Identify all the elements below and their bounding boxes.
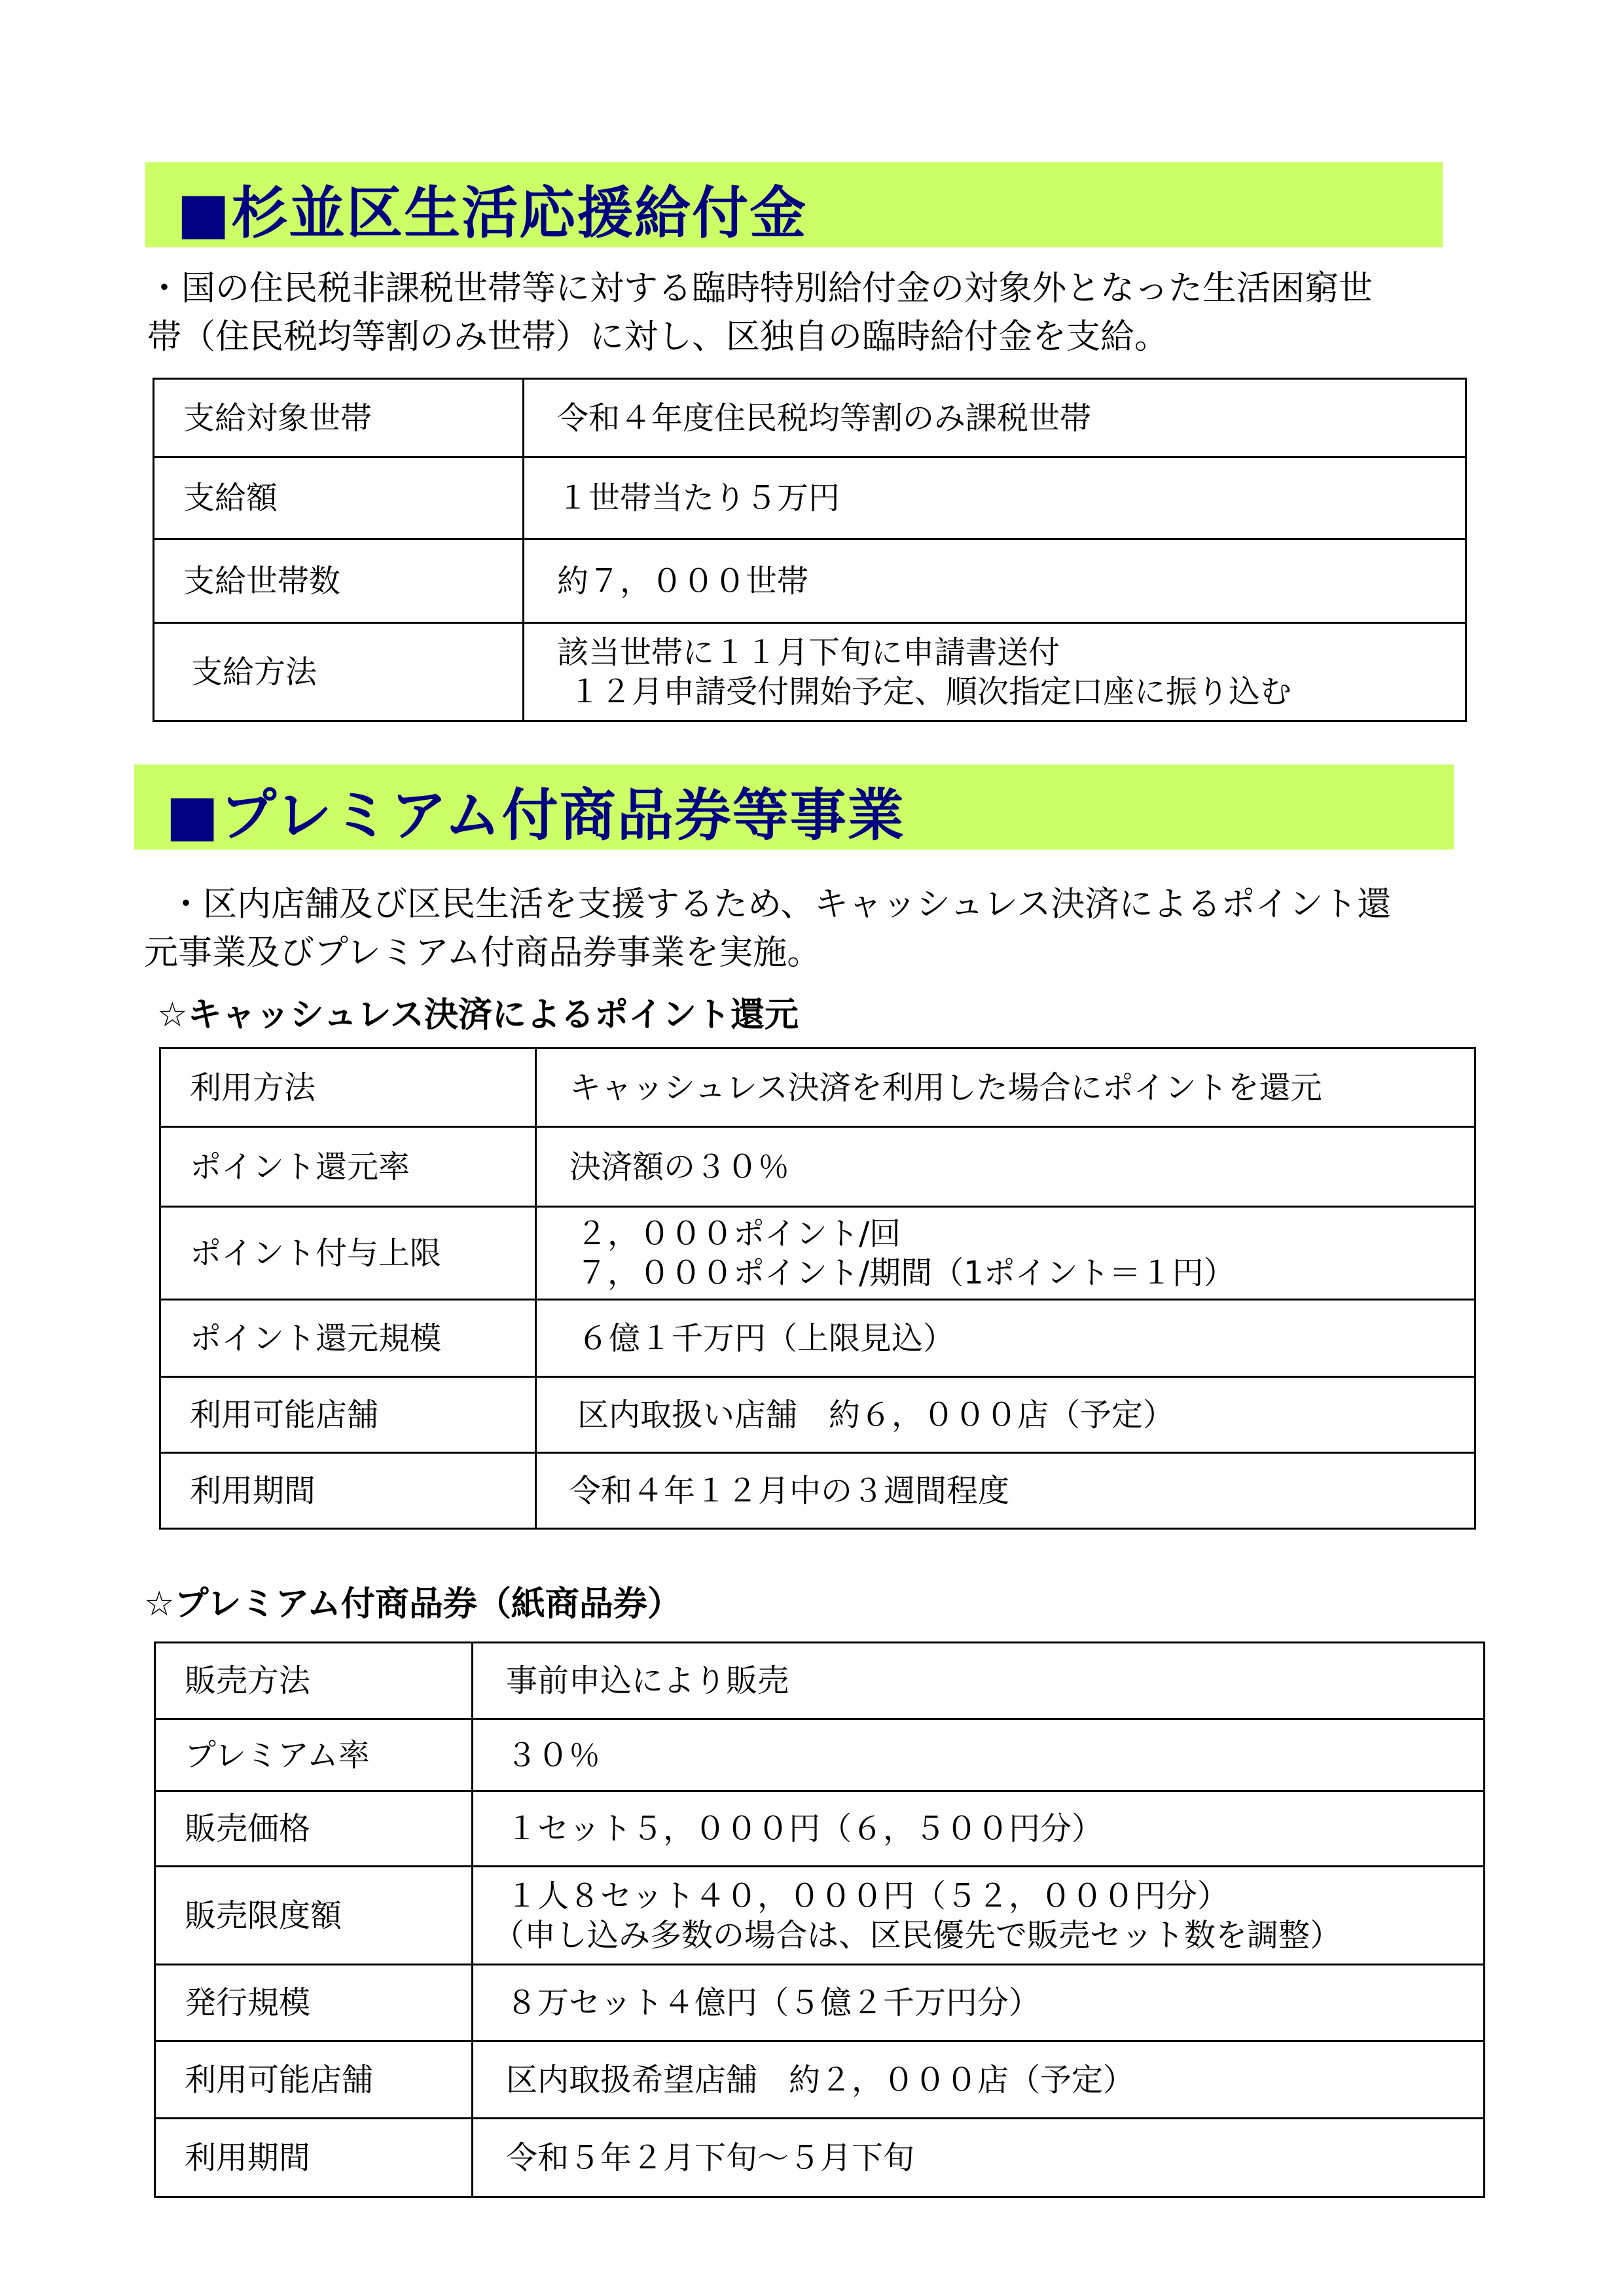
row-label: プレミアム率 xyxy=(155,1719,473,1791)
row-label: 発行規模 xyxy=(155,1965,473,2041)
section2-description xyxy=(144,880,1392,977)
row-value: キャッシュレス決済を利用した場合にポイントを還元 xyxy=(536,1049,1475,1127)
section1-desc-line1: ・国の住民税非課税世帯等に対する臨時特別給付金の対象外となった生活困窮世 xyxy=(147,269,1373,308)
row-value: ６億１千万円（上限見込） xyxy=(536,1300,1475,1377)
row-label: 販売方法 xyxy=(155,1643,473,1719)
table-row xyxy=(155,1719,1485,1791)
row-value: 令和４年１２月中の３週間程度 xyxy=(536,1453,1475,1529)
row-label: ポイント還元規模 xyxy=(160,1300,536,1377)
cashless-table xyxy=(159,1047,1476,1530)
row-value: ３０％ xyxy=(473,1719,1485,1791)
row-value xyxy=(536,1207,1475,1300)
row-label: 利用方法 xyxy=(160,1049,536,1127)
row-value-line: （申し込み多数の場合は、区民優先で販売セット数を調整） xyxy=(493,1916,1342,1954)
section2-desc-line1: ・区内店舗及び区民生活を支援するため、キャッシュレス決済によるポイント還 xyxy=(169,885,1392,924)
section1-title: ■杉並区生活応援給付金 xyxy=(177,181,808,246)
row-value: 区内取扱希望店舗 約２，０００店（予定） xyxy=(473,2041,1485,2119)
row-label: 利用可能店舗 xyxy=(155,2041,473,2119)
section2-desc-line2: 元事業及びプレミアム付商品券事業を実施。 xyxy=(144,933,821,973)
table-row xyxy=(155,1791,1485,1867)
row-value: １セット５，０００円（６，５００円分） xyxy=(473,1791,1485,1867)
row-value: 約７，０００世帯 xyxy=(524,539,1466,623)
table-row xyxy=(160,1127,1475,1207)
table-row xyxy=(160,1377,1475,1453)
row-label: 支給方法 xyxy=(154,623,524,721)
row-label: 販売価格 xyxy=(155,1791,473,1867)
table-row xyxy=(160,1207,1475,1300)
voucher-table xyxy=(154,1641,1485,2198)
row-value-line: ２，０００ポイント/回 xyxy=(576,1215,901,1252)
table-row xyxy=(155,1643,1485,1719)
row-label: 利用期間 xyxy=(155,2119,473,2197)
row-value-line: 該当世帯に１１月下旬に申請書送付 xyxy=(557,634,1060,671)
row-label: 販売限度額 xyxy=(155,1867,473,1965)
table-row xyxy=(155,2041,1485,2119)
section2-title: ■プレミアム付商品券等事業 xyxy=(166,783,905,848)
row-label: 支給世帯数 xyxy=(154,539,524,623)
table-row xyxy=(160,1300,1475,1377)
row-value: 決済額の３０％ xyxy=(536,1127,1475,1207)
table-row xyxy=(154,623,1466,721)
row-label: ポイント還元率 xyxy=(160,1127,536,1207)
section1-desc-line2: 帯（住民税均等割のみ世帯）に対し、区独自の臨時給付金を支給。 xyxy=(147,317,1169,357)
row-value xyxy=(473,1867,1485,1965)
row-value xyxy=(524,623,1466,721)
table-row xyxy=(154,457,1466,539)
voucher-heading: ☆プレミアム付商品券（紙商品券） xyxy=(144,1585,681,1624)
row-label: 支給額 xyxy=(154,457,524,539)
table-row xyxy=(154,539,1466,623)
row-label: 利用期間 xyxy=(160,1453,536,1529)
table-row xyxy=(155,2119,1485,2197)
row-label: 支給対象世帯 xyxy=(154,379,524,457)
row-value-line: １２月申請受付開始予定、順次指定口座に振り込む xyxy=(569,673,1292,710)
table-row xyxy=(155,1867,1485,1965)
section1-description xyxy=(147,264,1373,361)
section2-banner xyxy=(134,764,1454,850)
row-value: １世帯当たり５万円 xyxy=(524,457,1466,539)
row-value: 令和４年度住民税均等割のみ課税世帯 xyxy=(524,379,1466,457)
table-row xyxy=(154,379,1466,457)
cashless-heading: ☆キャッシュレス決済によるポイント還元 xyxy=(157,996,799,1035)
row-value: ８万セット４億円（５億２千万円分） xyxy=(473,1965,1485,2041)
row-value-line: １人８セット４０，０００円（５２，０００円分） xyxy=(506,1877,1229,1914)
row-value-line: ７，０００ポイント/期間（1ポイント＝１円） xyxy=(576,1254,1235,1291)
row-value: 令和５年２月下旬～５月下旬 xyxy=(473,2119,1485,2197)
section1-table xyxy=(153,378,1467,722)
section1-banner xyxy=(145,162,1443,247)
row-value: 事前申込により販売 xyxy=(473,1643,1485,1719)
row-label: 利用可能店舗 xyxy=(160,1377,536,1453)
row-label: ポイント付与上限 xyxy=(160,1207,536,1300)
table-row xyxy=(155,1965,1485,2041)
table-row xyxy=(160,1049,1475,1127)
table-row xyxy=(160,1453,1475,1529)
row-value: 区内取扱い店舗 約６，０００店（予定） xyxy=(536,1377,1475,1453)
